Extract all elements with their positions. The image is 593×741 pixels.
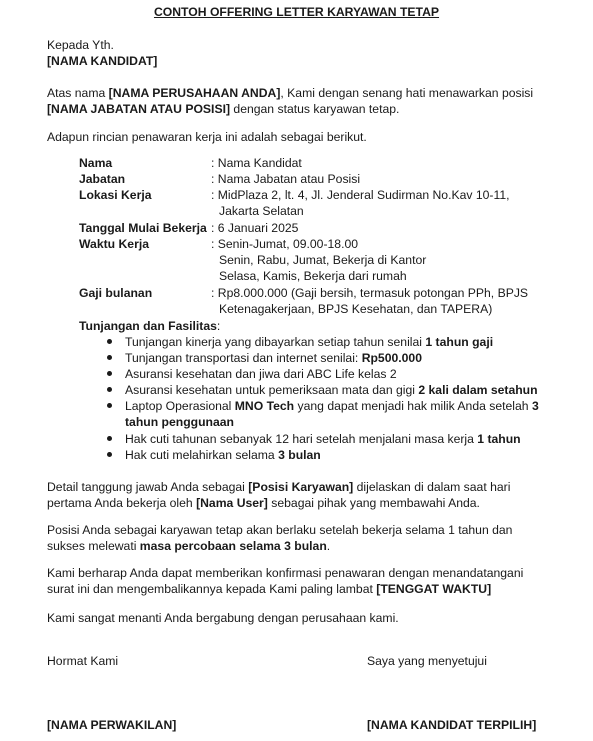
probation-period: masa percobaan selama 3 bulan bbox=[139, 539, 327, 553]
deadline-placeholder: [TENGGAT WAKTU] bbox=[376, 582, 492, 596]
responsibility-line-2 bbox=[47, 495, 547, 511]
paragraph-text: pertama Anda bekerja oleh bbox=[47, 496, 197, 510]
list-item-text: Asuransi kesehatan untuk pemeriksaan mata dan gigi bbox=[125, 383, 419, 397]
confirmation-line-1: Kami berharap Anda dapat memberikan konfirmasi penawaran dengan menandatangani bbox=[47, 566, 524, 580]
list-item bbox=[125, 431, 521, 447]
detail-value-jabatan: : Nama Jabatan atau Posisi bbox=[211, 172, 361, 186]
list-item-emphasis: MNO Tech bbox=[234, 399, 295, 413]
placeholder-user: [Nama User] bbox=[196, 496, 268, 510]
bullet-icon bbox=[107, 452, 112, 457]
intro-text: dengan status karyawan tetap. bbox=[230, 102, 400, 116]
bullet-icon bbox=[107, 339, 112, 344]
list-item-text: Hak cuti tahunan sebanyak 12 hari setelah menjalani masa kerja bbox=[125, 432, 478, 446]
paragraph-text: sebagai pihak yang membawahi Anda. bbox=[267, 496, 480, 510]
detail-value-waktu: : Senin-Jumat, 09.00-18.00 bbox=[211, 237, 359, 251]
detail-value-lokasi: : MidPlaza 2, lt. 4, Jl. Jenderal Sudirman No.Kav 10-11, bbox=[211, 188, 510, 202]
intro-line-2 bbox=[47, 101, 547, 117]
benefits-heading-text: Tunjangan dan Fasilitas bbox=[79, 319, 217, 333]
list-item-text: Hak cuti melahirkan selama bbox=[125, 448, 279, 462]
list-item-text: Laptop Operasional bbox=[125, 399, 235, 413]
signature-left-label: Hormat Kami bbox=[47, 654, 119, 668]
paragraph-text: dijelaskan di dalam saat hari bbox=[353, 480, 511, 494]
status-line-2 bbox=[47, 538, 547, 554]
detail-value-waktu-cont: Senin, Rabu, Jumat, Bekerja di Kantor bbox=[219, 253, 427, 267]
bullet-icon bbox=[107, 436, 112, 441]
benefits-heading bbox=[79, 318, 220, 334]
detail-value-tanggal: : 6 Januari 2025 bbox=[211, 221, 299, 235]
company-name: [NAMA PERUSAHAAN ANDA] bbox=[108, 86, 281, 100]
list-item bbox=[125, 382, 538, 398]
details-intro: Adapun rincian penawaran kerja ini adalah sebagai berikut. bbox=[47, 130, 367, 144]
greeting-line: Kepada Yth. bbox=[47, 38, 114, 52]
detail-value-waktu-cont: Selasa, Kamis, Bekerja dari rumah bbox=[219, 269, 407, 283]
list-item-text: Tunjangan kinerja yang dibayarkan setiap tahun senilai bbox=[125, 335, 426, 349]
paragraph-text: . bbox=[326, 539, 331, 553]
list-item-emphasis: 1 tahun bbox=[477, 432, 521, 446]
bullet-icon bbox=[107, 403, 112, 408]
signature-right-label: Saya yang menyetujui bbox=[367, 654, 487, 668]
detail-label-waktu: Waktu Kerja bbox=[79, 237, 149, 251]
bullet-icon bbox=[107, 371, 112, 376]
paragraph-text: surat ini dan mengembalikannya kepada Kami paling lambat bbox=[47, 582, 377, 596]
detail-label-gaji: Gaji bulanan bbox=[79, 286, 153, 300]
bullet-icon bbox=[107, 387, 112, 392]
detail-label-jabatan: Jabatan bbox=[79, 172, 126, 186]
list-item bbox=[125, 334, 493, 350]
detail-label-lokasi: Lokasi Kerja bbox=[79, 188, 152, 202]
list-item bbox=[125, 398, 539, 414]
responsibility-line-1 bbox=[47, 479, 547, 495]
placeholder-position: [Posisi Karyawan] bbox=[248, 480, 354, 494]
list-item-text: yang dapat menjadi hak milik Anda setelah bbox=[294, 399, 532, 413]
signature-left-name: [NAMA PERWAKILAN] bbox=[47, 718, 177, 732]
detail-value-gaji-cont: Ketenagakerjaan, BPJS Kesehatan, dan TAPERA) bbox=[219, 302, 493, 316]
detail-value-lokasi-cont: Jakarta Selatan bbox=[219, 204, 304, 218]
list-item-emphasis: 3 bbox=[531, 399, 539, 413]
bullet-icon bbox=[107, 355, 112, 360]
list-item bbox=[125, 350, 422, 366]
list-item-emphasis: 3 bulan bbox=[278, 448, 321, 462]
list-item-cont: tahun penggunaan bbox=[125, 415, 235, 429]
intro-text: , Kami dengan senang hati menawarkan posisi bbox=[280, 86, 534, 100]
list-item: Asuransi kesehatan dan jiwa dari ABC Life kelas 2 bbox=[125, 367, 397, 381]
list-item bbox=[125, 447, 321, 463]
detail-label-tanggal: Tanggal Mulai Bekerja bbox=[79, 221, 207, 235]
document-title: CONTOH OFFERING LETTER KARYAWAN TETAP bbox=[153, 5, 440, 19]
list-item-emphasis: Rp500.000 bbox=[361, 351, 422, 365]
detail-label-nama: Nama bbox=[79, 156, 113, 170]
confirmation-line-2 bbox=[47, 581, 547, 597]
benefits-heading-colon: : bbox=[216, 319, 221, 333]
status-line-1: Posisi Anda sebagai karyawan tetap akan berlaku setelah bekerja selama 1 tahun dan bbox=[47, 523, 513, 537]
paragraph-text: Detail tanggung jawab Anda sebagai bbox=[47, 480, 249, 494]
recipient-name: [NAMA KANDIDAT] bbox=[47, 54, 158, 68]
closing-line: Kami sangat menanti Anda bergabung dengan perusahaan kami. bbox=[47, 611, 399, 625]
list-item-emphasis: 2 kali dalam setahun bbox=[418, 383, 538, 397]
signature-right-name: [NAMA KANDIDAT TERPILIH] bbox=[367, 718, 537, 732]
intro-line-1 bbox=[47, 85, 547, 101]
position-name: [NAMA JABATAN ATAU POSISI] bbox=[47, 102, 231, 116]
list-item-text: Tunjangan transportasi dan internet senilai: bbox=[125, 351, 362, 365]
list-item-emphasis: 1 tahun gaji bbox=[425, 335, 494, 349]
detail-value-gaji: : Rp8.000.000 (Gaji bersih, termasuk potongan PPh, BPJS bbox=[211, 286, 529, 300]
paragraph-text: sukses melewati bbox=[47, 539, 140, 553]
detail-value-nama: : Nama Kandidat bbox=[211, 156, 302, 170]
intro-text: Atas nama bbox=[47, 86, 109, 100]
